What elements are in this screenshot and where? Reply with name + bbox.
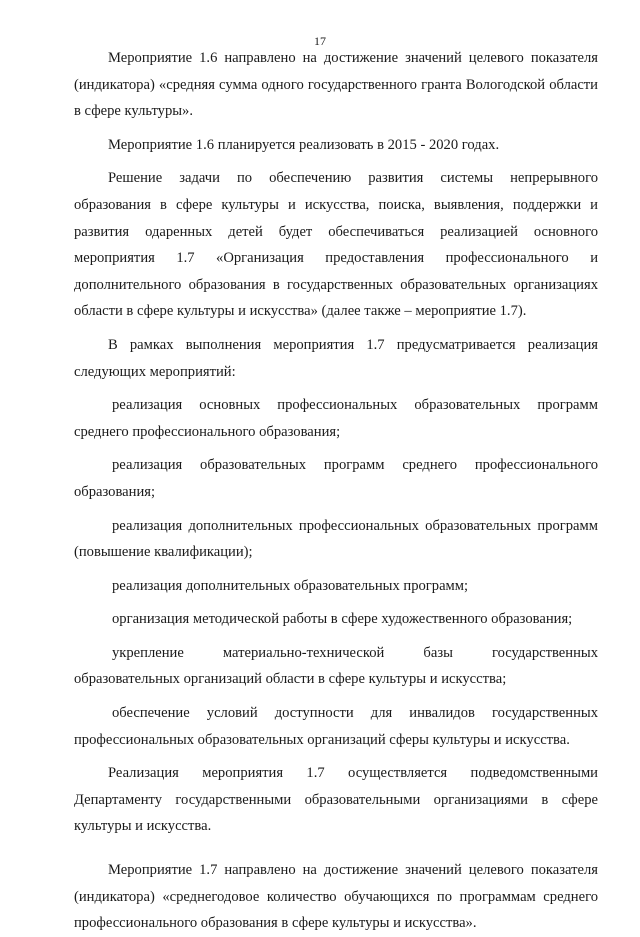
paragraph-3: Решение задачи по обеспечению развития системы непрерывного образования в сфере культуры и искусства, поиска, выявления, поддержки и развития одаренных детей будет обеспечиваться реализацией основного мероприятия 1.7 «Организация предоставления профессионального и дополнительного образования в государственных образовательных организациях области в сфере культуры и искусства» (далее также – мероприятие 1.7). bbox=[74, 170, 598, 320]
list-item-7: обеспечение условий доступности для инвалидов государственных профессиональных образовательных организаций сферы культуры и искусства. bbox=[74, 705, 598, 748]
list-item-2: реализация образовательных программ среднего профессионального образования; bbox=[74, 457, 598, 500]
document-body bbox=[74, 45, 598, 937]
list-item-5: организация методической работы в сфере художественного образования; bbox=[112, 611, 573, 628]
paragraph-5: Реализация мероприятия 1.7 осуществляется подведомственными Департаменту государственными образовательными организациями в сфере культуры и искусства. bbox=[74, 765, 598, 835]
list-item-4: реализация дополнительных образовательных программ; bbox=[112, 577, 469, 594]
list-item-3: реализация дополнительных профессиональных образовательных программ (повышение квалификации); bbox=[74, 517, 598, 561]
paragraph-1: Мероприятие 1.6 направлено на достижение значений целевого показателя (индикатора) «средняя сумма одного государственного гранта Вологодской области в сфере культуры». bbox=[74, 50, 598, 120]
list-item-1: реализация основных профессиональных образовательных программ среднего профессионального образования; bbox=[74, 397, 598, 440]
list-item-6: укрепление материально-технической базы государственных образовательных организаций области в сфере культуры и искусства; bbox=[74, 644, 598, 688]
paragraph-2: Мероприятие 1.6 планируется реализовать в 2015 - 2020 годах. bbox=[108, 136, 500, 153]
paragraph-4: В рамках выполнения мероприятия 1.7 предусматривается реализация следующих мероприятий: bbox=[74, 336, 598, 380]
paragraph-6: Мероприятие 1.7 направлено на достижение значений целевого показателя (индикатора) «среднегодовое количество обучающихся по программам среднего профессионального образования в сфере культуры и искусства». bbox=[74, 862, 598, 932]
page-number: 17 bbox=[314, 34, 326, 48]
